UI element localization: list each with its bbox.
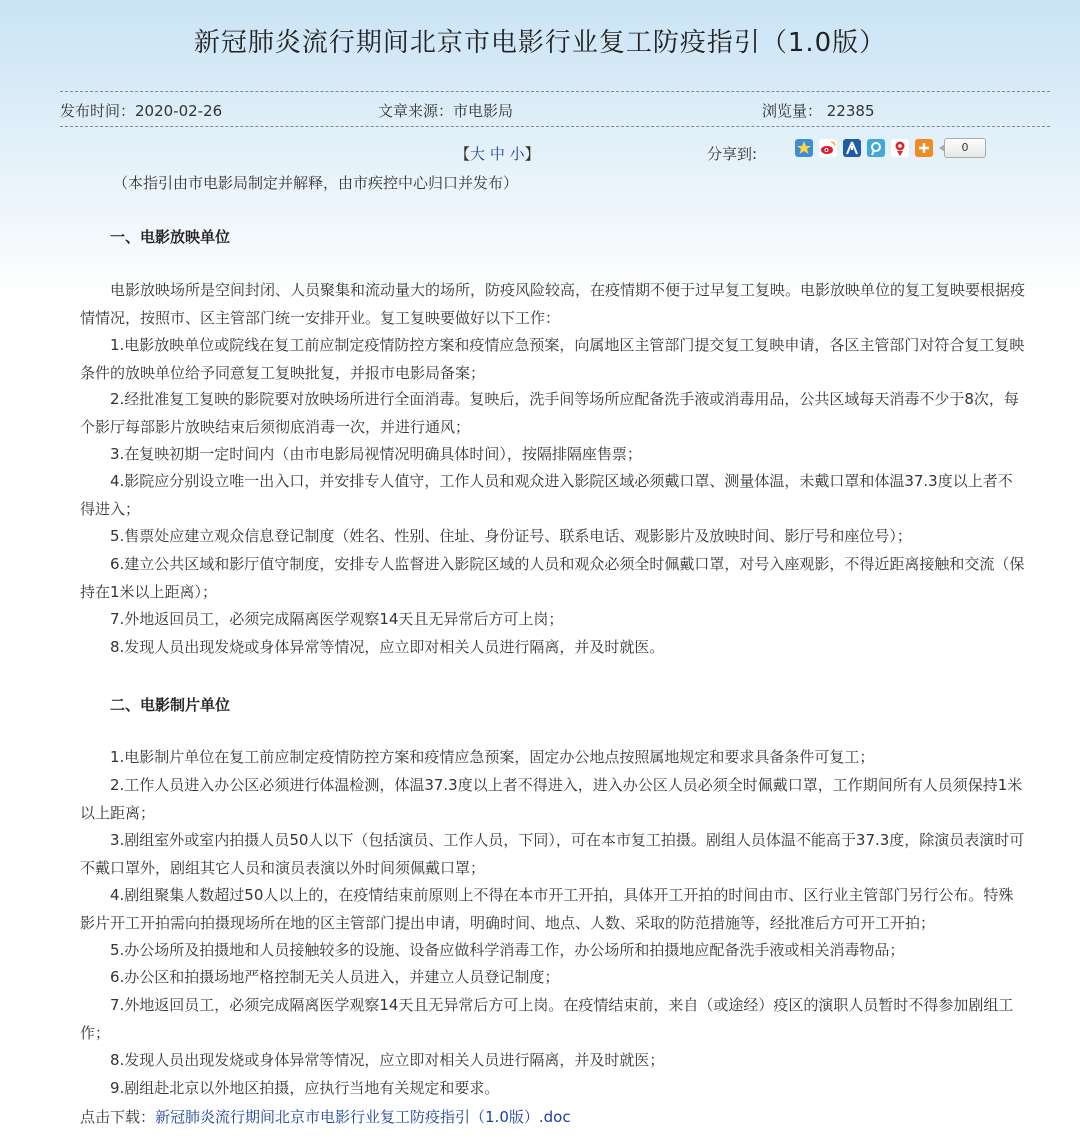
- share-icons: [795, 139, 933, 157]
- paragraph: 9.剧组赴北京以外地区拍摄，应执行当地有关规定和要求。: [110, 1079, 500, 1097]
- tencent-weibo-icon[interactable]: [867, 139, 885, 157]
- qzone-icon[interactable]: [795, 139, 813, 157]
- download-row: [80, 1106, 571, 1127]
- font-large-link[interactable]: 大: [470, 145, 486, 163]
- paragraph: 电影放映场所是空间封闭、人员聚集和流动量大的场所，防疫风险较高，在疫情期不便于过早复工复映。电影放映单位的复工复映要根据疫情情况，按照市、区主管部门统一安排开业。复工复映要做好以下工作：: [80, 281, 1026, 327]
- paragraph: 6.办公区和拍摄场地严格控制无关人员进入，并建立人员登记制度；: [110, 968, 560, 986]
- section-heading: 二、电影制片单位: [110, 696, 231, 714]
- paragraph: 7.外地返回员工，必须完成隔离医学观察14天且无异常后方可上岗；: [110, 610, 564, 628]
- divider-top: [60, 91, 1050, 92]
- paragraph: 8.发现人员出现发烧或身体异常等情况，应立即对相关人员进行隔离，并及时就医；: [110, 1051, 665, 1069]
- renren-icon[interactable]: [843, 139, 861, 157]
- share-label: 分享到:: [707, 145, 758, 163]
- paragraph: 4.影院应分别设立唯一出入口，并安排专人值守，工作人员和观众进入影院区域必须戴口罩、测量体温，未戴口罩和体温37.3度以上者不得进入；: [80, 472, 1013, 518]
- publish-time: 发布时间：2020-02-26: [60, 102, 223, 120]
- netease-icon[interactable]: [891, 139, 909, 157]
- download-link[interactable]: 新冠肺炎流行期间北京市电影行业复工防疫指引（1.0版）.doc: [155, 1108, 571, 1126]
- paragraph: 2.工作人员进入办公区必须进行体温检测，体温37.3度以上者不得进入，进入办公区人员必须全时佩戴口罩，工作期间所有人员须保持1米以上距离；: [80, 776, 1023, 822]
- paragraph: 7.外地返回员工，必须完成隔离医学观察14天且无异常后方可上岗。在疫情结束前，来自（或途经）疫区的演职人员暂时不得参加剧组工作；: [80, 996, 1014, 1042]
- paragraph: 3.在复映初期一定时间内（由市电影局视情况明确具体时间），按隔排隔座售票；: [110, 445, 642, 463]
- paragraph: 1.电影放映单位或院线在复工前应制定疫情防控方案和疫情应急预案，向属地区主管部门提交复工复映申请，各区主管部门对符合复工复映条件的放映单位给予同意复工复映批复，并报市电影局备案；: [80, 336, 1025, 382]
- font-size-control: [455, 143, 540, 164]
- weibo-icon[interactable]: [819, 139, 837, 157]
- paragraph: 5.售票处应建立观众信息登记制度（姓名、性别、住址、身份证号、联系电话、观影影片及放映时间、影厅号和座位号）；: [110, 527, 912, 545]
- section-heading: 一、电影放映单位: [110, 228, 231, 246]
- paragraph: 8.发现人员出现发烧或身体异常等情况，应立即对相关人员进行隔离，并及时就医。: [110, 638, 665, 656]
- bracket-open: 【: [455, 145, 471, 163]
- article-source: 文章来源：市电影局: [378, 102, 514, 120]
- intro-note: （本指引由市电影局制定并解释，由市疾控中心归口并发布）: [113, 174, 519, 192]
- article-title: 新冠肺炎流行期间北京市电影行业复工防疫指引（1.0版）: [193, 28, 887, 58]
- download-label: 点击下载：: [80, 1108, 156, 1126]
- font-medium-link[interactable]: 中: [489, 145, 505, 163]
- paragraph: 5.办公场所及拍摄地和人员接触较多的设施、设备应做科学消毒工作，办公场所和拍摄地应配备洗手液或相关消毒物品；: [110, 941, 905, 959]
- paragraph: 1.电影制片单位在复工前应制定疫情防控方案和疫情应急预案，固定办公地点按照属地规定和要求具备条件可复工；: [110, 748, 875, 766]
- share-count: 0: [944, 138, 986, 158]
- font-small-link[interactable]: 小: [509, 145, 525, 163]
- paragraph: 4.剧组聚集人数超过50人以上的，在疫情结束前原则上不得在本市开工开拍，具体开工开拍的时间由市、区行业主管部门另行公布。特殊影片开工开拍需向拍摄现场所在地的区主管部门提出申请，明确时间、地点、人数、采取的防范措施等，经批准后方可开工开拍；: [80, 886, 1014, 932]
- paragraph: 2.经批准复工复映的影院要对放映场所进行全面消毒。复映后，洗手间等场所应配备洗手液或消毒用品，公共区域每天消毒不少于8次，每个影厅每部影片放映结束后须彻底消毒一次，并进行通风；: [80, 390, 1019, 436]
- view-count: 浏览量： 22385: [762, 102, 875, 120]
- bracket-close: 】: [524, 145, 540, 163]
- more-share-icon[interactable]: [915, 139, 933, 157]
- divider-bottom: [60, 126, 1050, 127]
- paragraph: 3.剧组室外或室内拍摄人员50人以下（包括演员、工作人员，下同），可在本市复工拍摄。剧组人员体温不能高于37.3度，除演员表演时可不戴口罩外，剧组其它人员和演员表演以外时间须佩戴口罩；: [80, 831, 1025, 877]
- paragraph: 6.建立公共区域和影厅值守制度，安排专人监督进入影院区域的人员和观众必须全时佩戴口罩，对号入座观影，不得近距离接触和交流（保持在1米以上距离）；: [80, 555, 1025, 601]
